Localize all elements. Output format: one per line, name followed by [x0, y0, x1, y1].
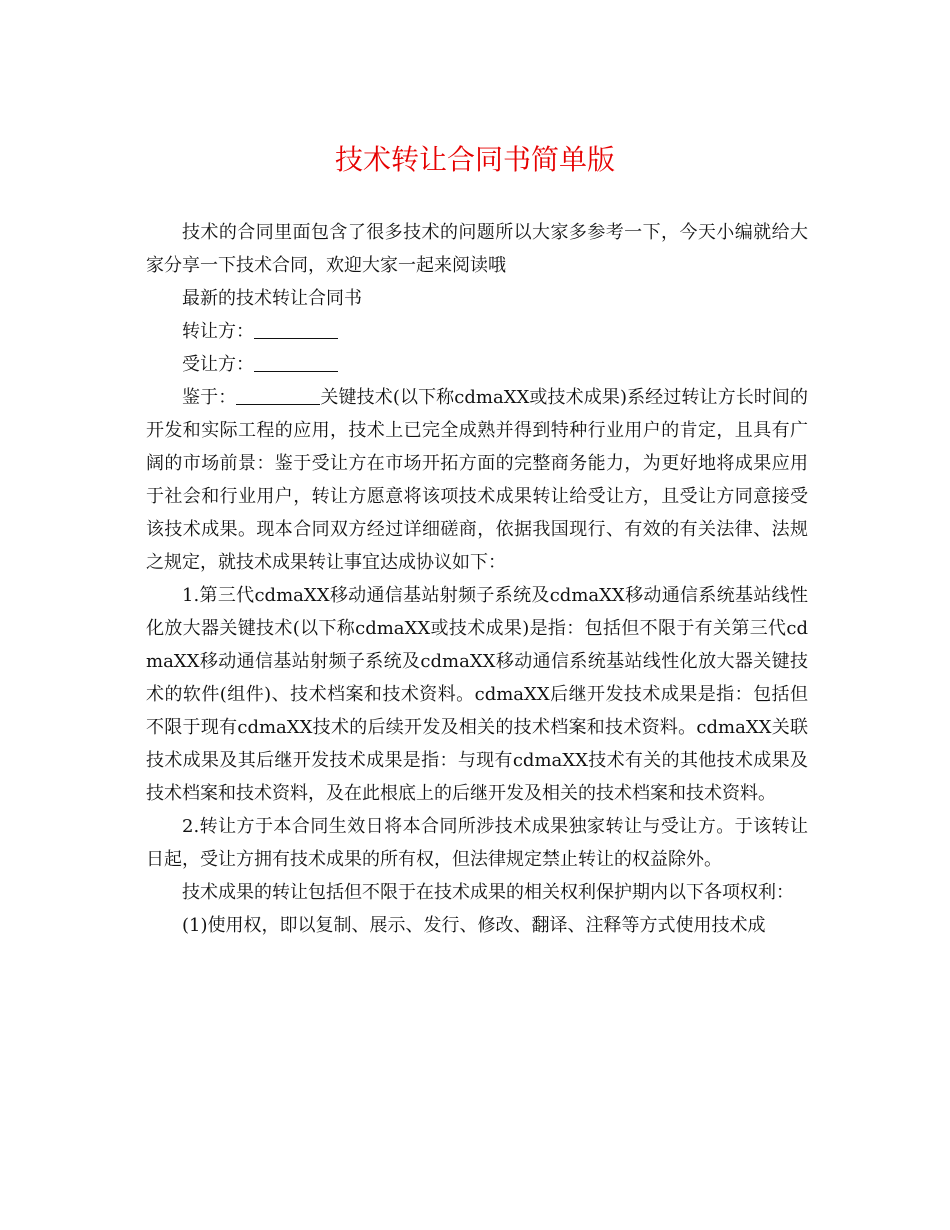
whereas-paragraph: [146, 381, 808, 579]
intro-paragraph: 技术的合同里面包含了很多技术的问题所以大家多参考一下，今天小编就给大家分享一下技术合同，欢迎大家一起来阅读哦: [146, 222, 808, 276]
transferee-blank: [254, 353, 338, 372]
whereas-text: 关键技术(以下称cdmaXX或技术成果)系经过转让方长时间的开发和实际工程的应用，技术上已完全成熟并得到特种行业用户的肯定，且具有广阔的市场前景：鉴于受让方在市场开拓方面的完整商务能力，为更好地将成果应用于社会和行业用户，转让方愿意将该项技术成果转让给受让方，且受让方同意接受该技术成果。现本合同双方经过详细磋商，依据我国现行、有效的有关法律、法规之规定，就技术成果转让事宜达成协议如下：: [146, 387, 809, 573]
right-1-paragraph: (1)使用权，即以复制、展示、发行、修改、翻译、注释等方式使用技术成: [182, 915, 766, 936]
clause-2-paragraph: 2.转让方于本合同生效日将本合同所涉技术成果独家转让与受让方。于该转让日起，受让方拥有技术成果的所有权，但法律规定禁止转让的权益除外。: [146, 816, 808, 870]
transferee-line: [146, 348, 808, 381]
subtitle-paragraph: 最新的技术转让合同书: [182, 288, 362, 309]
document-title: 技术转让合同书简单版: [334, 143, 615, 176]
transferor-blank: [254, 320, 338, 339]
transferor-label: 转让方：: [182, 321, 254, 342]
rights-intro-paragraph: 技术成果的转让包括但不限于在技术成果的相关权利保护期内以下各项权利：: [182, 882, 794, 903]
transferor-line: [146, 315, 808, 348]
clause-1-paragraph: 1.第三代cdmaXX移动通信基站射频子系统及cdmaXX移动通信系统基站线性化放大器关键技术(以下称cdmaXX或技术成果)是指：包括但不限于有关第三代cdmaXX移动通信基站射频子系统及cdmaXX移动通信系统基站线性化放大器关键技术的软件(组件)、技术档案和技术资料。cdmaXX后继开发技术成果是指：包括但不限于现有cdmaXX技术的后续开发及相关的技术档案和技术资料。cdmaXX关联技术成果及其后继开发技术成果是指：与现有cdmaXX技术有关的其他技术成果及技术档案和技术资料，及在此根底上的后继开发及相关的技术档案和技术资料。: [146, 585, 808, 804]
whereas-blank: [236, 386, 320, 405]
document-body: [146, 216, 808, 942]
whereas-label: 鉴于：: [182, 387, 237, 408]
transferee-label: 受让方：: [182, 354, 254, 375]
